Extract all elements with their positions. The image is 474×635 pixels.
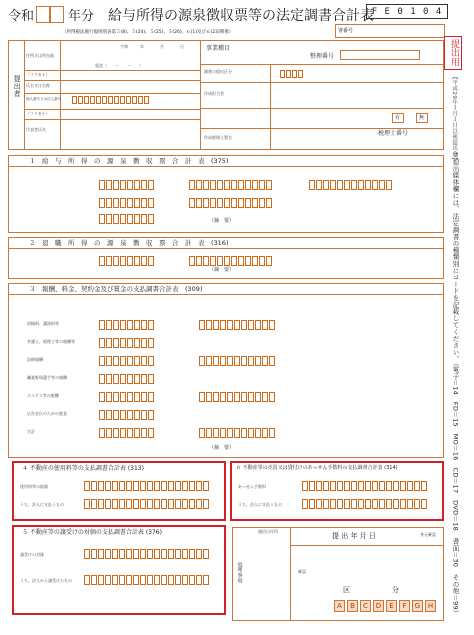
date-day: 日 [180,44,184,49]
section-1-title: １ 給 与 所 得 の 源 泉 徴 収 票 合 計 表 (375) [29,157,229,165]
section-4 [12,461,226,521]
furigana-label-2: （フリガナ） [26,111,50,116]
year-field[interactable] [36,6,50,23]
check-label: 確認 [298,569,306,574]
s3-row-4: 職業野球選手等の報酬 [27,375,67,380]
section-6-title: ６ 不動産等の売買又は貸付けのあっせん手数料の支払調書合計表 (314) [236,465,398,471]
no-label: 無 [419,115,425,121]
era-label: 令和 [8,9,35,24]
year-field-2[interactable] [50,6,64,23]
s1-row3-cells[interactable] [99,214,155,224]
page-subtitle: （所得税法施行規則別表第５(8)、５(24)、５(25)、５(26)、６(1)及び６(23)関係） [62,30,234,35]
media-code-boxes [334,600,436,612]
s6-row1-cells[interactable] [302,481,428,491]
comm-date-label: 通信日付印 [258,529,278,534]
id-number-cells[interactable] [72,96,150,106]
date-reiwa: 令和 [120,44,128,49]
name-label: 氏名又は名称 [26,83,50,88]
s5-row2-label: うち、法人から譲受けたもの [20,578,72,583]
yes-label: 有 [395,115,401,121]
section-6 [230,461,444,521]
s1-row2-cells-b[interactable] [189,198,273,208]
s3-r7-cells[interactable] [99,428,155,438]
year-suffix: 年分 [68,9,95,24]
s6-row2-cells[interactable] [302,499,428,509]
s4-row1-label: 使用料等の総額 [20,484,48,489]
s5-row1-cells[interactable] [84,549,210,559]
s1-row2-cells[interactable] [99,198,155,208]
section-3 [8,283,444,458]
side-instruction-note: ◎提出媒体欄には、法定調書の種類別にコードを記載してください。（電子＝14 FD＝15 MO＝16 CD＝17 DVD＝18 書面＝30 その他＝99） [451,150,460,617]
s2-row1-cells-b[interactable] [189,256,273,266]
section-2 [8,237,444,279]
s5-row1-label: 譲受けの対価 [20,552,44,557]
section-5 [12,525,226,615]
s5-row2-cells[interactable] [84,575,210,585]
yes-box[interactable] [392,113,404,123]
s4-row2-cells[interactable] [84,499,210,509]
dispatch-label: 調書の提出区分 [204,69,232,74]
s6-row1-label: あっせん手数料 [238,484,266,489]
section-5-title: ５ 不動産等の譲受けの対価の支払調書合計表 (376) [22,529,162,536]
media-box-b[interactable]: B [347,600,358,612]
kubun-label: 区 [343,586,350,594]
submission-date-label: 提 出 年 月 日 [332,532,376,540]
status-label: 処理事項 [236,562,243,584]
office-number-label: 署番号 [338,28,354,34]
page-title: 給与所得の源泉徴収票等の法定調書合計表 [108,8,374,24]
section-4-title: ４ 不動産の使用料等の支払調書合計表 (313) [22,465,144,472]
s3-r3-cells-b[interactable] [199,356,276,366]
furigana-label-1: （フリガナ） [26,72,50,77]
submitter-side-label: 提出者 [13,75,22,97]
s3-row-2: 弁護士、税理士等の報酬等 [27,339,75,344]
office-number-box[interactable] [335,24,445,38]
media-box-f[interactable]: F [399,600,410,612]
s3-r5-cells[interactable] [99,392,155,402]
id-number-label: 個人番号又は法人番号 [26,97,61,101]
id-check-label: 身元確認 [420,532,436,537]
s3-r3-cells[interactable] [99,356,155,366]
address-label: 住所又は所在地 [26,53,54,58]
stamp-date-note: 【平成29年１月１日以後提出分】 [451,74,458,163]
form-code: F E 0 1 0 4 [371,7,443,17]
phone-label: 電話（ － － ） [95,63,143,68]
dispatch-cells[interactable] [280,70,304,80]
media-box-c[interactable]: C [360,600,371,612]
s6-row2-label: うち、法人に支払うもの [238,502,282,507]
submission-stamp [444,36,462,70]
s4-row2-label: うち、法人に支払うもの [20,502,64,507]
media-box-h[interactable]: H [425,600,436,612]
section-2-note: （摘 要） [209,267,235,273]
tax-accountant-sign-label: 作成税理士署名 [204,135,232,140]
ref-number-field[interactable] [340,50,420,60]
s3-r2-cells[interactable] [99,338,155,348]
section-1 [8,155,444,233]
s4-row1-cells[interactable] [84,481,210,491]
business-type-label: 事業種目 [206,45,231,52]
s3-r5-cells-b[interactable] [199,392,276,402]
media-box-d[interactable]: D [373,600,384,612]
s3-row-5: ホステス等の報酬 [27,393,59,398]
date-month: 月 [160,44,164,49]
s1-row1-cells-b[interactable] [189,180,273,190]
media-box-g[interactable]: G [412,600,423,612]
media-box-a[interactable]: A [334,600,345,612]
no-box[interactable] [416,113,428,123]
representative-label: 代表者氏名 [26,127,46,132]
s3-r6-cells[interactable] [99,410,155,420]
s3-r4-cells[interactable] [99,374,155,384]
section-3-title: ３ 報酬、料金、契約金及び賞金の支払調書合計表 (309) [29,285,203,293]
media-box-e[interactable]: E [386,600,397,612]
section-1-note: （摘 要） [209,218,235,224]
s3-r1-cells-b[interactable] [199,320,276,330]
preparer-label: 作成担当者 [204,91,224,96]
s3-r7-cells-b[interactable] [199,428,276,438]
s2-row1-cells[interactable] [99,256,155,266]
date-year: 年 [140,44,144,49]
bun-label: 分 [392,586,399,594]
section-2-title: ２ 退 職 所 得 の 源 泉 徴 収 票 合 計 表 (316) [29,239,229,247]
tax-accountant-number-label: 税理士番号 [378,130,409,137]
s3-row-7: 合計 [27,429,35,434]
s1-row1-cells[interactable] [99,180,155,190]
s3-row-3: 診療報酬 [27,357,43,362]
ref-number-label: 整理番号 [310,53,335,60]
s3-r1-cells[interactable] [99,320,155,330]
s1-row1-cells-c[interactable] [309,180,393,190]
s3-row-1: 原稿料、講演料等 [27,321,59,326]
form-code-box [366,4,448,19]
section-3-note: （摘 要） [209,445,235,451]
stamp-text: 提出用 [448,39,459,67]
s3-row-6: 広告宣伝のための賞金 [27,411,67,416]
